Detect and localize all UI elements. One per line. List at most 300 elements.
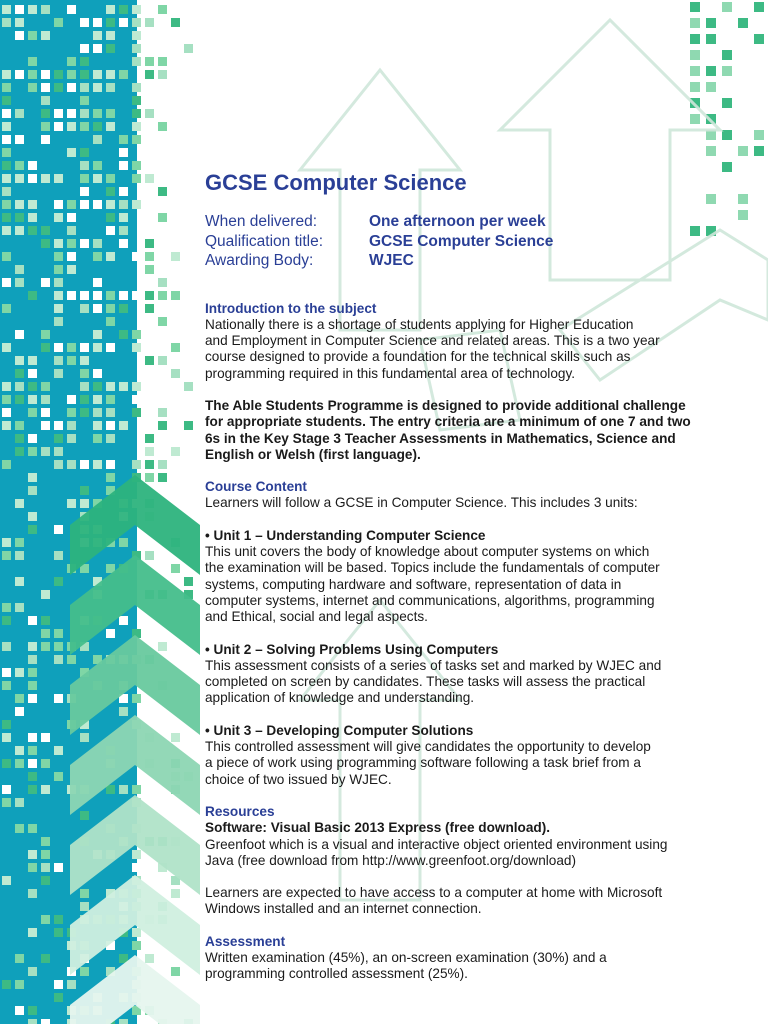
pixel-square (158, 187, 167, 196)
pixel-square (106, 44, 115, 53)
pixel-square (132, 785, 141, 794)
document-body (205, 168, 745, 983)
pixel-square (41, 642, 50, 651)
pixel-square (41, 759, 50, 768)
pixel-square (41, 109, 50, 118)
pixel-square (2, 96, 11, 105)
pixel-square (41, 629, 50, 638)
pixel-square (706, 34, 716, 44)
pixel-square (28, 434, 37, 443)
pixel-square (2, 681, 11, 690)
pixel-square (119, 70, 128, 79)
pixel-square (2, 213, 11, 222)
pixel-square (15, 551, 24, 560)
pixel-square (28, 70, 37, 79)
pixel-square (41, 395, 50, 404)
page-title: GCSE Computer Science (205, 170, 467, 195)
pixel-square (54, 291, 63, 300)
unit-1-line: and Ethical, social and legal aspects. (205, 609, 428, 625)
pixel-square (145, 239, 154, 248)
pixel-square (2, 395, 11, 404)
pixel-square (15, 577, 24, 586)
pixel-square (54, 109, 63, 118)
pixel-square (54, 447, 63, 456)
pixel-square (41, 954, 50, 963)
pixel-square (132, 408, 141, 417)
pixel-square (184, 382, 193, 391)
pixel-square (54, 278, 63, 287)
pixel-square (28, 486, 37, 495)
pixel-square (15, 798, 24, 807)
pixel-square (158, 408, 167, 417)
pixel-square (119, 135, 128, 144)
pixel-square (171, 733, 180, 742)
pixel-square (722, 50, 732, 60)
pixel-square (2, 122, 11, 131)
pixel-square (67, 395, 76, 404)
pixel-square (15, 226, 24, 235)
pixel-square (2, 187, 11, 196)
pixel-square (15, 447, 24, 456)
pixel-square (54, 746, 63, 755)
resources-access-line: Learners are expected to have access to a computer at home with Microsoft (205, 885, 663, 901)
pixel-square (41, 31, 50, 40)
pixel-square (15, 746, 24, 755)
pixel-square (106, 291, 115, 300)
pixel-square (106, 317, 115, 326)
pixel-square (67, 408, 76, 417)
pixel-square (67, 213, 76, 222)
pixel-square (54, 980, 63, 989)
pixel-square (67, 109, 76, 118)
pixel-square (28, 642, 37, 651)
unit-1-line: This unit covers the body of knowledge about computer systems on which (205, 544, 650, 560)
pixel-square (106, 200, 115, 209)
pixel-square (80, 889, 89, 898)
pixel-square (28, 213, 37, 222)
pixel-square (41, 96, 50, 105)
pixel-square (722, 2, 732, 12)
pixel-square (93, 239, 102, 248)
pixel-square (171, 291, 180, 300)
pixel-square (106, 473, 115, 482)
pixel-square (132, 96, 141, 105)
pixel-square (15, 1006, 24, 1015)
pixel-square (171, 369, 180, 378)
pixel-square (80, 902, 89, 911)
pixel-square (93, 109, 102, 118)
pixel-square (54, 122, 63, 131)
pixel-square (171, 564, 180, 573)
pixel-square (41, 785, 50, 794)
pixel-square (145, 161, 154, 170)
pixel-square (67, 5, 76, 14)
pixel-square (145, 304, 154, 313)
pixel-square (132, 83, 141, 92)
pixel-square (158, 122, 167, 131)
pixel-square (15, 31, 24, 40)
pixel-square (2, 538, 11, 547)
pixel-square (119, 291, 128, 300)
pixel-square (54, 70, 63, 79)
pixel-square (145, 122, 154, 131)
pixel-square (106, 395, 115, 404)
pixel-square (54, 213, 63, 222)
resources-line: Greenfoot which is a visual and interactive object oriented environment using (205, 836, 668, 852)
pixel-square (67, 499, 76, 508)
pixel-square (171, 343, 180, 352)
pixel-square (54, 18, 63, 27)
pixel-square (145, 265, 154, 274)
pixel-square (80, 44, 89, 53)
pixel-square (132, 941, 141, 950)
pixel-square (80, 499, 89, 508)
pixel-square (54, 577, 63, 586)
pixel-square (54, 863, 63, 872)
pixel-square (106, 18, 115, 27)
pixel-square (15, 668, 24, 677)
pixel-square (80, 369, 89, 378)
pixel-square (41, 382, 50, 391)
unit-3-line: This controlled assessment will give candidates the opportunity to develop (205, 739, 651, 755)
pixel-square (2, 343, 11, 352)
unit-3-line: choice of two issued by WJEC. (205, 771, 392, 787)
pixel-square (80, 304, 89, 313)
pixel-square (706, 82, 716, 92)
pixel-square (67, 460, 76, 469)
pixel-square (15, 356, 24, 365)
pixel-square (119, 187, 128, 196)
pixel-square (15, 707, 24, 716)
pixel-square (132, 291, 141, 300)
pixel-square (54, 642, 63, 651)
pixel-square (690, 82, 700, 92)
resources-software: Software: Visual Basic 2013 Express (free download). (205, 820, 551, 836)
pixel-square (54, 343, 63, 352)
pixel-square (80, 356, 89, 365)
pixel-square (80, 83, 89, 92)
pixel-square (28, 655, 37, 664)
pixel-square (67, 434, 76, 443)
pixel-square (119, 161, 128, 170)
pixel-square (93, 200, 102, 209)
pixel-square (2, 668, 11, 677)
unit-2-title: • Unit 2 – Solving Problems Using Computers (205, 641, 499, 657)
meta-label: Qualification title: (205, 232, 324, 250)
pixel-square (67, 356, 76, 365)
pixel-square (41, 5, 50, 14)
pixel-square (28, 161, 37, 170)
pixel-square (145, 57, 154, 66)
pixel-square (145, 434, 154, 443)
pixel-square (15, 18, 24, 27)
pixel-square (158, 356, 167, 365)
pixel-square (132, 174, 141, 183)
pixel-square (54, 200, 63, 209)
pixel-square (93, 122, 102, 131)
pixel-square (132, 5, 141, 14)
pixel-square (28, 694, 37, 703)
pixel-square (93, 278, 102, 287)
pixel-square (67, 200, 76, 209)
pixel-square (2, 421, 11, 430)
pixel-square (132, 850, 141, 859)
pixel-square (119, 148, 128, 157)
pixel-square (67, 421, 76, 430)
pixel-square (15, 382, 24, 391)
pixel-square (132, 252, 141, 261)
pixel-square (80, 148, 89, 157)
pixel-square (93, 174, 102, 183)
pixel-square (132, 343, 141, 352)
pixel-square (2, 603, 11, 612)
pixel-square (15, 135, 24, 144)
pixel-square (15, 538, 24, 547)
pixel-square (28, 473, 37, 482)
pixel-square (106, 343, 115, 352)
pixel-square (28, 226, 37, 235)
pixel-square (80, 408, 89, 417)
pixel-square (2, 382, 11, 391)
pixel-square (145, 18, 154, 27)
pixel-square (706, 18, 716, 28)
pixel-square (690, 18, 700, 28)
pixel-square (41, 278, 50, 287)
pixel-square (119, 213, 128, 222)
pixel-square (67, 226, 76, 235)
pixel-square (15, 330, 24, 339)
pixel-square (80, 239, 89, 248)
pixel-square (54, 265, 63, 274)
pixel-square (67, 252, 76, 261)
pixel-square (28, 174, 37, 183)
pixel-square (145, 473, 154, 482)
pixel-square (158, 421, 167, 430)
pixel-square (67, 148, 76, 157)
pixel-square (754, 130, 764, 140)
pixel-square (119, 239, 128, 248)
pixel-square (93, 369, 102, 378)
pixel-square (738, 18, 748, 28)
pixel-square (132, 395, 141, 404)
pixel-square (41, 408, 50, 417)
pixel-square (28, 57, 37, 66)
pixel-square (119, 421, 128, 430)
pixel-square (80, 57, 89, 66)
pixel-square (41, 330, 50, 339)
pixel-square (106, 629, 115, 638)
pixel-square (15, 694, 24, 703)
pixel-square (2, 642, 11, 651)
pixel-square (41, 590, 50, 599)
pixel-square (80, 343, 89, 352)
pixel-square (15, 278, 24, 287)
pixel-square (2, 460, 11, 469)
pixel-square (2, 135, 11, 144)
pixel-square (119, 382, 128, 391)
pixel-square (28, 824, 37, 833)
pixel-square (54, 525, 63, 534)
resources-line: Java (free download from http://www.greenfoot.org/download) (205, 852, 577, 868)
pixel-square (2, 252, 11, 261)
pixel-square (28, 369, 37, 378)
pixel-square (93, 304, 102, 313)
pixel-square (41, 733, 50, 742)
pixel-square (67, 291, 76, 300)
pixel-square (2, 551, 11, 560)
pixel-square (106, 421, 115, 430)
pixel-square (2, 733, 11, 742)
pixel-square (80, 460, 89, 469)
pixel-square (145, 109, 154, 118)
pixel-square (15, 395, 24, 404)
pixel-square (80, 70, 89, 79)
assessment-heading: Assessment (205, 933, 286, 949)
pixel-square (93, 421, 102, 430)
pixel-square (171, 434, 180, 443)
pixel-square (93, 382, 102, 391)
pixel-square (28, 772, 37, 781)
pixel-square (690, 2, 700, 12)
pixel-square (145, 356, 154, 365)
pixel-square (106, 174, 115, 183)
pixel-square (119, 5, 128, 14)
pixel-square (119, 1019, 128, 1024)
pixel-square (28, 785, 37, 794)
pixel-square (54, 629, 63, 638)
pixel-square (67, 655, 76, 664)
pixel-square (54, 915, 63, 924)
pixel-square (80, 18, 89, 27)
pixel-square (54, 551, 63, 560)
pixel-square (171, 330, 180, 339)
pixel-square (93, 18, 102, 27)
pixel-square (119, 226, 128, 235)
pixel-square (41, 135, 50, 144)
pixel-square (67, 343, 76, 352)
pixel-square (41, 343, 50, 352)
pixel-square (80, 109, 89, 118)
unit-3-line: a piece of work using programming software following a task brief from a (205, 755, 641, 771)
pixel-square (106, 785, 115, 794)
pixel-square (54, 655, 63, 664)
pixel-square (2, 161, 11, 170)
pixel-square (119, 707, 128, 716)
pixel-square (41, 850, 50, 859)
pixel-square (54, 369, 63, 378)
pixel-square (67, 265, 76, 274)
pixel-square (2, 759, 11, 768)
pixel-square (67, 70, 76, 79)
pixel-square (28, 395, 37, 404)
pixel-square (754, 2, 764, 12)
pixel-square (145, 31, 154, 40)
pixel-square (93, 44, 102, 53)
pixel-square (15, 421, 24, 430)
pixel-square (171, 252, 180, 261)
pixel-square (93, 161, 102, 170)
pixel-square (132, 44, 141, 53)
pixel-square (158, 460, 167, 469)
pixel-square (2, 278, 11, 287)
pixel-square (132, 57, 141, 66)
pixel-square (28, 759, 37, 768)
pixel-square (132, 122, 141, 131)
meta-value: WJEC (369, 252, 414, 269)
pixel-square (93, 135, 102, 144)
unit-1-line: the examination will be based. Topics include the fundamentals of computer (205, 560, 660, 576)
pixel-square (145, 252, 154, 261)
pixel-square (171, 18, 180, 27)
able-line: for appropriate students. The entry criteria are a minimum of one 7 and two (205, 414, 691, 430)
pixel-square (28, 5, 37, 14)
pixel-square (132, 928, 141, 937)
pixel-square (158, 213, 167, 222)
pixel-square (706, 146, 716, 156)
pixel-square (15, 603, 24, 612)
pixel-square (28, 616, 37, 625)
pixel-square (2, 304, 11, 313)
pixel-square (106, 83, 115, 92)
able-line: English or Welsh (first language). (205, 446, 421, 462)
pixel-square (93, 460, 102, 469)
pixel-square (80, 967, 89, 976)
pixel-square (158, 317, 167, 326)
pixel-square (132, 382, 141, 391)
pixel-square (2, 5, 11, 14)
pixel-square (15, 265, 24, 274)
pixel-square (80, 291, 89, 300)
pixel-square (41, 122, 50, 131)
pixel-square (106, 70, 115, 79)
pixel-square (41, 837, 50, 846)
pixel-square (15, 759, 24, 768)
pixel-square (158, 57, 167, 66)
pixel-square (15, 70, 24, 79)
pixel-square (119, 200, 128, 209)
pixel-square (754, 146, 764, 156)
pixel-square (41, 174, 50, 183)
pixel-square (28, 668, 37, 677)
pixel-square (132, 330, 141, 339)
pixel-square (28, 356, 37, 365)
pixel-square (93, 330, 102, 339)
meta-row-awarding-body (205, 251, 745, 271)
pixel-square (93, 83, 102, 92)
pixel-square (28, 746, 37, 755)
pixel-square (145, 447, 154, 456)
pixel-square (2, 226, 11, 235)
pixel-square (15, 954, 24, 963)
pixel-square (93, 70, 102, 79)
pixel-square (28, 889, 37, 898)
pixel-square (132, 863, 141, 872)
unit-1-line: systems, computing hardware and software, representation of data in (205, 576, 622, 592)
pixel-square (67, 239, 76, 248)
pixel-square (54, 460, 63, 469)
pixel-square (54, 772, 63, 781)
pixel-square (106, 187, 115, 196)
meta-label: When delivered: (205, 213, 318, 230)
pixel-square (106, 304, 115, 313)
pixel-square (106, 382, 115, 391)
unit-2-line: This assessment consists of a series of tasks set and marked by WJEC and (205, 657, 662, 673)
pixel-square (2, 785, 11, 794)
pixel-square (2, 980, 11, 989)
pixel-square (28, 408, 37, 417)
pixel-square (80, 382, 89, 391)
pixel-square (132, 200, 141, 209)
